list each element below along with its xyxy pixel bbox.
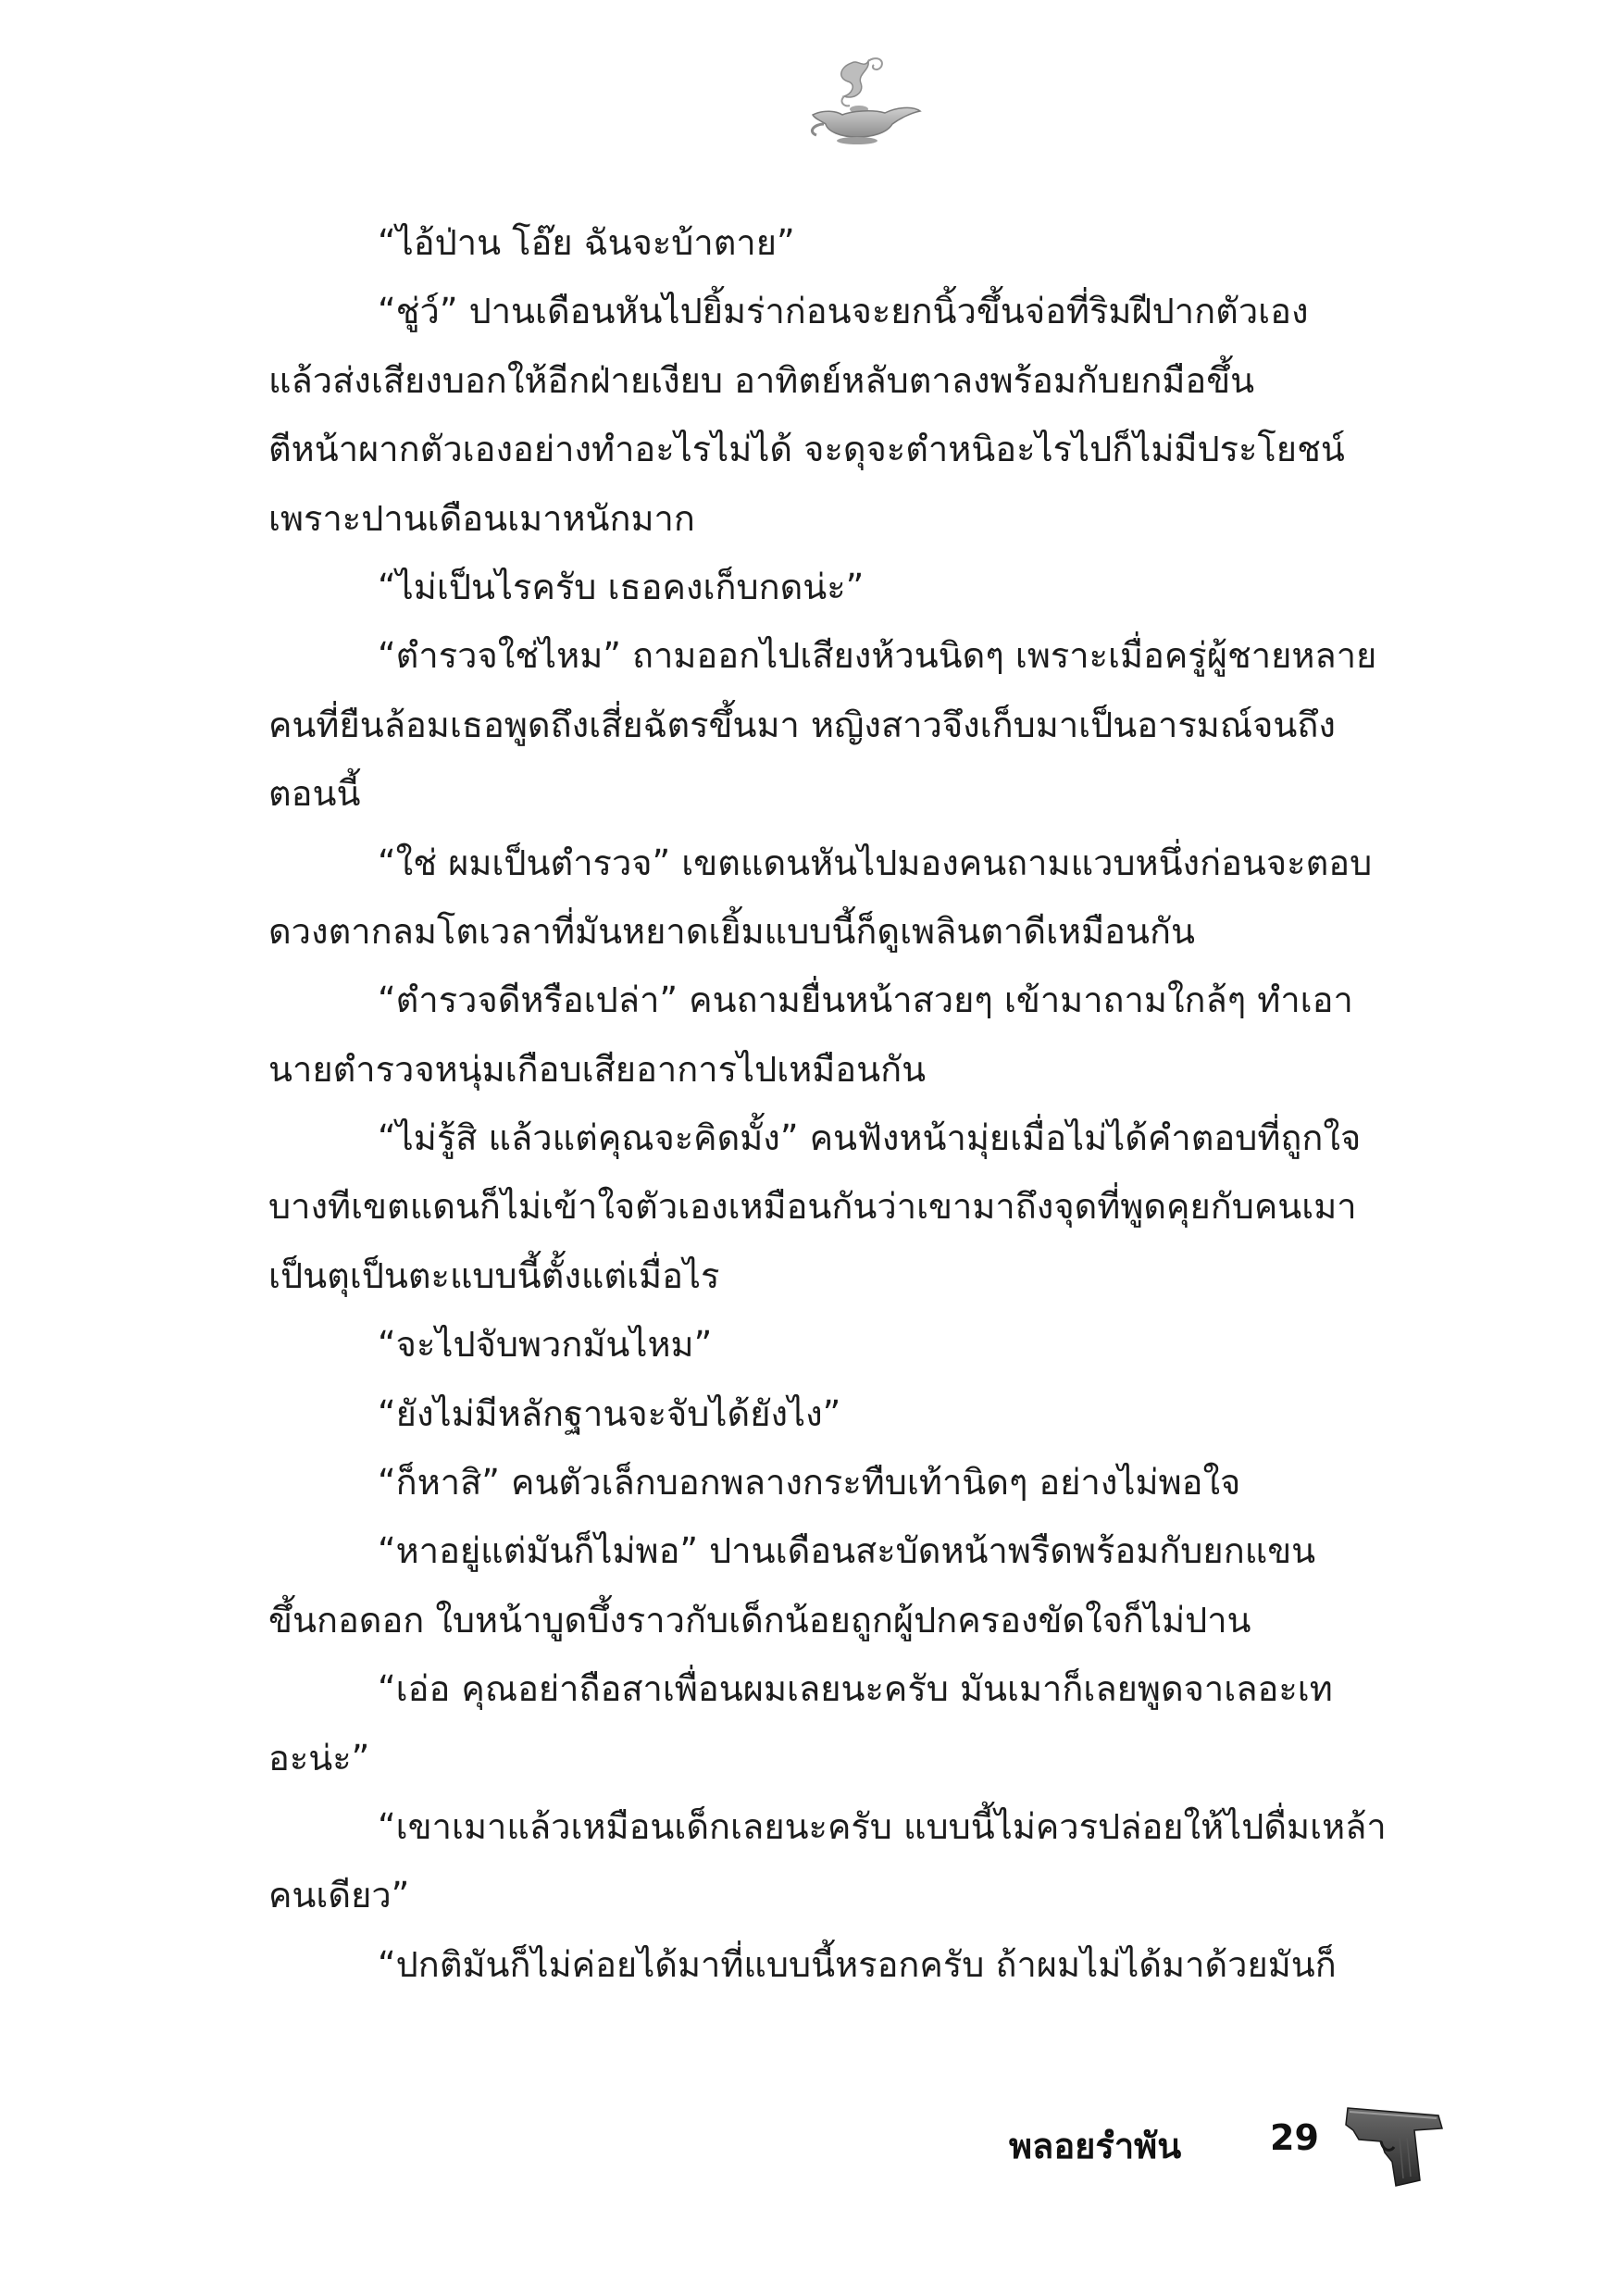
- genie-lamp-icon: [796, 54, 926, 146]
- paragraph-line: ขึ้นกอดอก ใบหน้าบูดบึ้งราวกับเด็กน้อยถูกผู้ปกครองขัดใจก็ไม่ปาน: [268, 1599, 1251, 1641]
- paragraph-line: คนที่ยืนล้อมเธอพูดถึงเสี่ยฉัตรขึ้นมา หญิงสาวจึงเก็บมาเป็นอารมณ์จนถึง: [268, 704, 1336, 745]
- paragraph-line-first: “เอ่อ คุณอย่าถือสาเพื่อนผมเลยนะครับ มันเมาก็เลยพูดจาเลอะเท: [378, 1668, 1333, 1710]
- paragraph-line-first: “หาอยู่แต่มันก็ไม่พอ” ปานเดือนสะบัดหน้าพรืดพร้อมกับยกแขน: [378, 1530, 1316, 1572]
- paragraph-line-first: “ชู่ว์” ปานเดือนหันไปยิ้มร่าก่อนจะยกนิ้วขึ้นจ่อที่ริมฝีปากตัวเอง: [378, 291, 1309, 332]
- paragraph-line-first: “ตำรวจดีหรือเปล่า” คนถามยื่นหน้าสวยๆ เข้ามาถามใกล้ๆ ทำเอา: [378, 980, 1353, 1021]
- paragraph-line-first: “ใช่ ผมเป็นตำรวจ” เขตแดนหันไปมองคนถามแวบหนึ่งก่อนจะตอบ: [378, 842, 1373, 883]
- running-head: พลอยรำพัน: [1009, 2126, 1182, 2166]
- paragraph-line-first: “เขาเมาแล้วเหมือนเด็กเลยนะครับ แบบนี้ไม่ควรปล่อยให้ไปดื่มเหล้า: [378, 1805, 1387, 1847]
- paragraph-line-first: “ปกติมันก็ไม่ค่อยได้มาที่แบบนี้หรอกครับ ถ้าผมไม่ได้มาด้วยมันก็: [378, 1943, 1337, 1985]
- paragraph-line: เพราะปานเดือนเมาหนักมาก: [268, 497, 695, 539]
- paragraph-line-first: “ยังไม่มีหลักฐานจะจับได้ยังไง”: [378, 1392, 841, 1434]
- paragraph-line-first: “จะไปจับพวกมันไหม”: [378, 1324, 713, 1366]
- paragraph-line-first: “ตำรวจใช่ไหม” ถามออกไปเสียงห้วนนิดๆ เพราะเมื่อครู่ผู้ชายหลาย: [378, 635, 1377, 677]
- paragraph-line: นายตำรวจหนุ่มเกือบเสียอาการไปเหมือนกัน: [268, 1048, 927, 1090]
- paragraph-line: เป็นตุเป็นตะแบบนี้ตั้งแต่เมื่อไร: [268, 1254, 720, 1296]
- paragraph-line-first: “ก็หาสิ” คนตัวเล็กบอกพลางกระทืบเท้านิดๆ อย่างไม่พอใจ: [378, 1462, 1241, 1504]
- page-number: 29: [1270, 2117, 1319, 2158]
- paragraph-line: ดวงตากลมโตเวลาที่มันหยาดเยิ้มแบบนี้ก็ดูเพลินตาดีเหมือนกัน: [268, 910, 1195, 952]
- page-footer: [1009, 2097, 1509, 2199]
- paragraph-line: แล้วส่งเสียงบอกให้อีกฝ่ายเงียบ อาทิตย์หลับตาลงพร้อมกับยกมือขึ้น: [268, 359, 1255, 401]
- paragraph-line: อะน่ะ”: [268, 1737, 370, 1778]
- paragraph-line: ตอนนี้: [268, 773, 361, 815]
- body-text: [268, 208, 1458, 1999]
- paragraph-line-first: “ไม่เป็นไรครับ เธอคงเก็บกดน่ะ”: [378, 566, 865, 607]
- paragraph-line: บางทีเขตแดนก็ไม่เข้าใจตัวเองเหมือนกันว่าเขามาถึงจุดที่พูดคุยกับคนเมา: [268, 1186, 1357, 1228]
- paragraph-line-first: “ไม่รู้สิ แล้วแต่คุณจะคิดมั้ง” คนฟังหน้ามุ่ยเมื่อไม่ได้คำตอบที่ถูกใจ: [378, 1117, 1362, 1159]
- paragraph-line: ตีหน้าผากตัวเองอย่างทำอะไรไม่ได้ จะดุจะตำหนิอะไรไปก็ไม่มีประโยชน์: [268, 429, 1345, 470]
- paragraph-line-first: “ไอ้ป่าน โอ๊ย ฉันจะบ้าตาย”: [378, 222, 795, 263]
- paragraph-line: คนเดียว”: [268, 1875, 410, 1916]
- pistol-icon: [1342, 2097, 1453, 2190]
